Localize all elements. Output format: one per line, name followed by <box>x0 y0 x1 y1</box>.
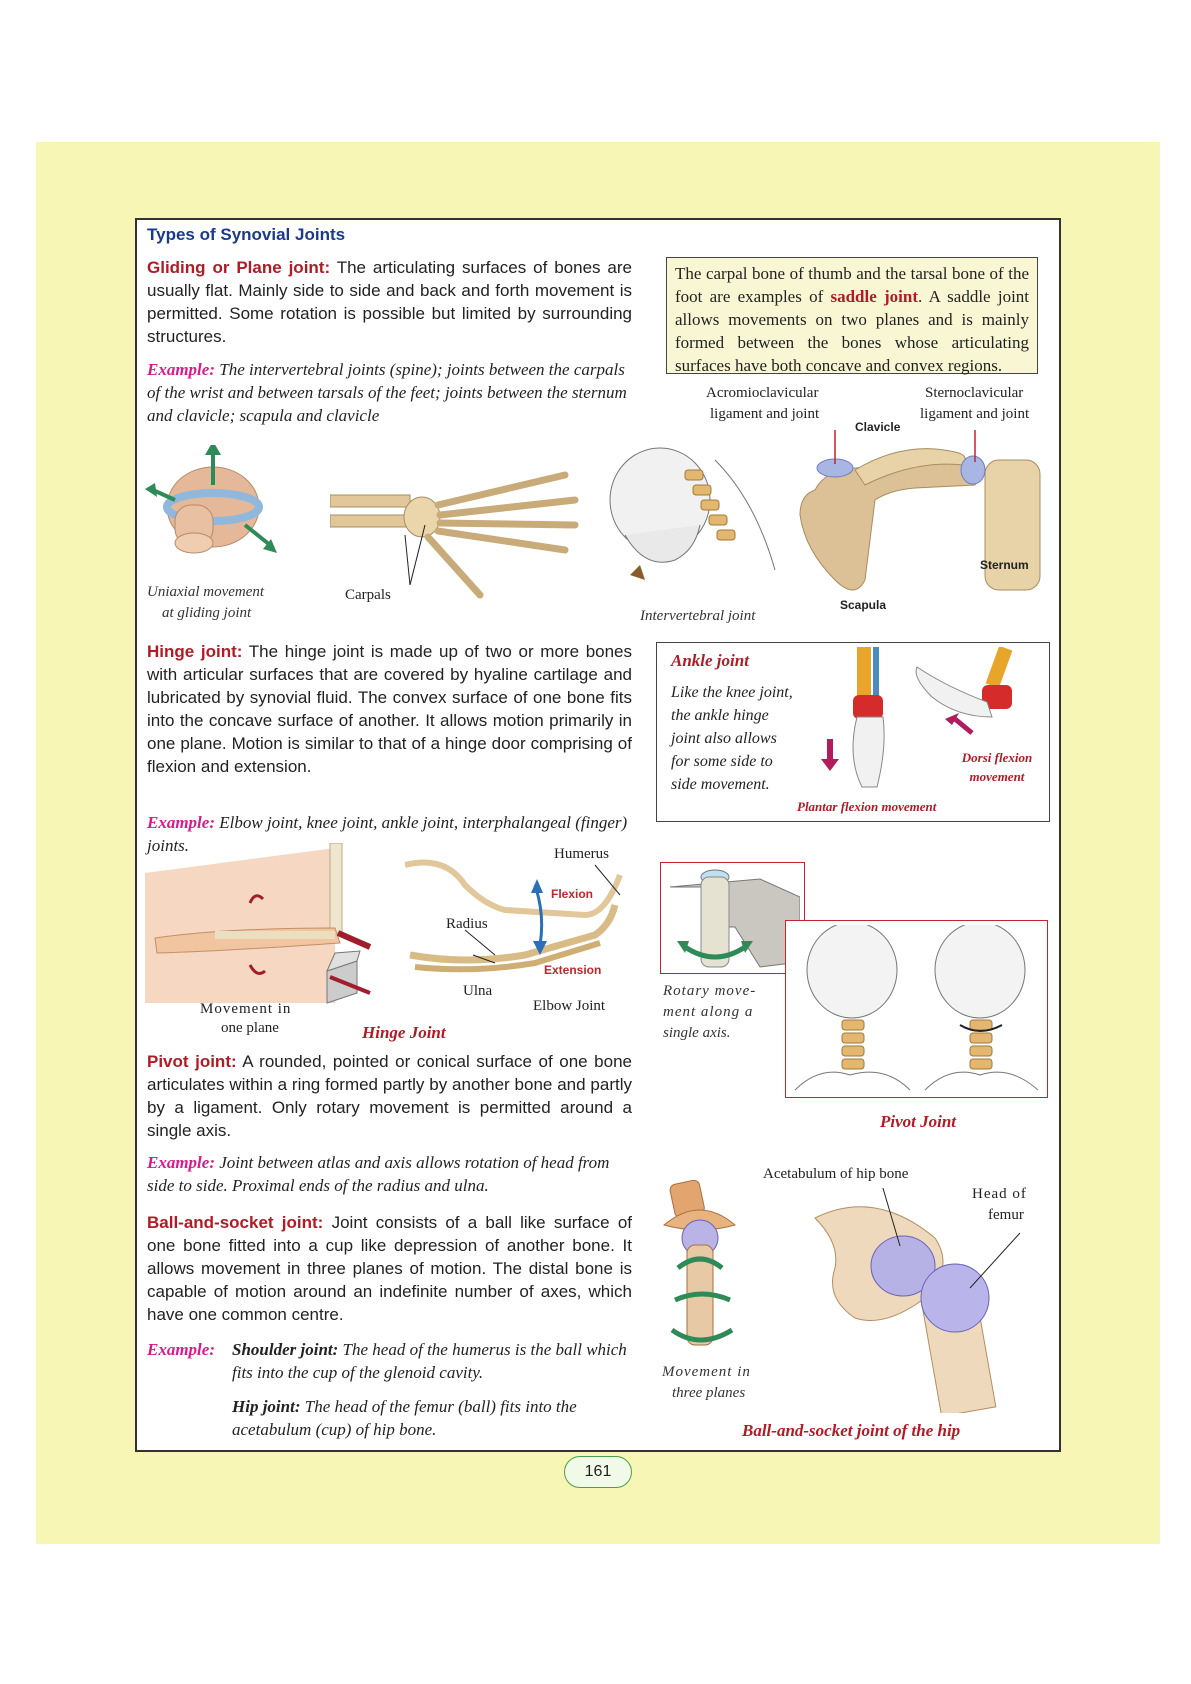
pivot-model-illustration <box>665 867 800 969</box>
radius-label: Radius <box>446 916 488 932</box>
neck-pivot-illustration <box>790 925 1043 1093</box>
ankle-joint-box <box>656 642 1050 822</box>
gliding-joint-illustration <box>145 445 285 575</box>
saddle-text-after: . A saddle joint allows movements on two planes and is mainly formed between the bones whose articulating surfaces have both concave and convex regions. <box>675 287 1030 375</box>
uniaxial-caption-1: Uniaxial movement <box>147 584 265 600</box>
pivot-term: Pivot joint: <box>147 1052 237 1071</box>
ball-term: Ball-and-socket joint: <box>147 1213 324 1232</box>
rotary-caption-1: Rotary move- <box>663 983 757 999</box>
hip-text: The head of the femur (ball) fits into the acetabulum (cup) of hip bone. <box>232 1397 577 1439</box>
sterno-label-1: Sternoclavicular <box>925 385 1024 401</box>
saddle-term: saddle joint <box>830 287 919 306</box>
forearm-hinge-illustration <box>145 843 415 1013</box>
ankle-title: Ankle joint <box>671 651 749 670</box>
hip-joint-illustration <box>805 1188 1035 1413</box>
saddle-text-before: The carpal bone of thumb and the tarsal bone of the foot are examples of <box>675 264 1029 306</box>
carpals-label: Carpals <box>345 587 391 603</box>
pivot-example-text: Joint between atlas and axis allows rotation of head from side to side. Proximal ends of the radius and ulna. <box>147 1153 610 1195</box>
intervertebral-caption: Intervertebral joint <box>640 608 756 624</box>
gliding-text: The articulating surfaces of bones are usually flat. Mainly side to side and back and forth movement is permitted. Some rotation is possible but limited by surrounding structures. <box>147 258 632 346</box>
pivot-example <box>147 1151 632 1197</box>
rotary-axis-box <box>660 862 805 974</box>
ball-text: Joint consists of a ball like surface of one bone fitted into a cup like depression of another bone. It allows movement in three planes of motion. The distal bone is capable of motion around an indefinite number of axes, which have one common centre. <box>147 1213 632 1324</box>
dorsi-label-1: Dorsi flexion <box>961 750 1033 765</box>
elbow-joint-label: Elbow Joint <box>533 998 606 1014</box>
pivot-joint-caption: Pivot Joint <box>880 1112 957 1131</box>
hinge-paragraph <box>147 640 632 778</box>
hinge-example-text: Elbow joint, knee joint, ankle joint, interphalangeal (finger) joints. <box>147 813 628 855</box>
gliding-example-text: The intervertebral joints (spine); joints between the carpals of the wrist and between tarsals of the feet; joints between the sternum and clavicle; scapula and clavicle <box>147 360 627 425</box>
shoulder-term: Shoulder joint: <box>232 1340 339 1359</box>
sterno-label-2: ligament and joint <box>920 406 1030 422</box>
hinge-example-label: Example: <box>147 813 215 832</box>
ulna-label: Ulna <box>463 983 493 999</box>
flexion-label: Flexion <box>551 887 594 901</box>
head-femur-label-1: Head of <box>972 1186 1027 1202</box>
hip-example <box>232 1395 632 1441</box>
scapula-label: Scapula <box>840 598 887 612</box>
shoulder-text: The head of the humerus is the ball which fits into the cup of the glenoid cavity. <box>232 1340 627 1382</box>
extension-label: Extension <box>544 963 602 977</box>
shoulder-example <box>232 1338 632 1384</box>
acromio-label-1: Acromioclavicular <box>706 385 819 401</box>
page-number: 161 <box>564 1456 632 1488</box>
hinge-text: The hinge joint is made up of two or more bones with articular surfaces that are covered by hyaline cartilage and lubricated by synovial fluid. The convex surface of one bone fits into the concave surface of another. It allows motion primarily in one plane. Motion is similar to that of a hinge door comprising of flexion and extension. <box>147 642 633 776</box>
ankle-text: Like the knee joint, the ankle hinge joint also allows for some side to side movement. <box>671 684 793 793</box>
pivot-paragraph <box>147 1050 632 1142</box>
gliding-paragraph <box>147 256 632 348</box>
dorsi-label-2: movement <box>969 769 1025 784</box>
ball-paragraph <box>147 1211 632 1326</box>
three-planes-caption-1: Movement in <box>662 1364 751 1380</box>
skull-spine-illustration <box>605 440 785 600</box>
saddle-joint-note <box>666 257 1038 374</box>
gliding-term: Gliding or Plane joint: <box>147 258 331 277</box>
shoulder-girdle-illustration <box>795 430 1050 610</box>
movement-plane-2: one plane <box>221 1020 279 1036</box>
uniaxial-caption-2: at gliding joint <box>162 605 252 621</box>
gliding-example-label: Example: <box>147 360 215 379</box>
acromio-label-2: ligament and joint <box>710 406 820 422</box>
hip-term: Hip joint: <box>232 1397 301 1416</box>
hip-joint-caption: Ball-and-socket joint of the hip <box>742 1421 961 1440</box>
three-planes-caption-2: three planes <box>672 1385 746 1401</box>
pivot-joint-box <box>785 920 1048 1098</box>
plantar-label: Plantar flexion movement <box>797 799 937 814</box>
pivot-text: A rounded, pointed or conical surface of one bone articulates within a ring formed partly by another bone and partly by a ligament. Only rotary movement is permitted around a single axis. <box>147 1052 632 1140</box>
ball-example-label <box>147 1338 215 1361</box>
ball-example-label-text: Example: <box>147 1340 215 1359</box>
rotary-caption-2: ment along a <box>663 1004 754 1020</box>
ball-socket-model-illustration <box>660 1180 775 1360</box>
sternum-label: Sternum <box>980 558 1029 572</box>
movement-plane-1: Movement in <box>200 1001 292 1017</box>
humerus-label: Humerus <box>554 846 609 862</box>
head-femur-label-2: femur <box>988 1207 1024 1223</box>
hinge-joint-caption: Hinge Joint <box>362 1023 446 1042</box>
elbow-bones-illustration <box>405 855 630 980</box>
gliding-example <box>147 358 632 427</box>
hinge-term: Hinge joint: <box>147 642 243 661</box>
rotary-caption-3: single axis. <box>663 1025 731 1041</box>
section-title: Types of Synovial Joints <box>147 225 346 244</box>
acetabulum-label: Acetabulum of hip bone <box>763 1166 909 1182</box>
clavicle-label: Clavicle <box>855 420 901 434</box>
pivot-example-label: Example: <box>147 1153 215 1172</box>
